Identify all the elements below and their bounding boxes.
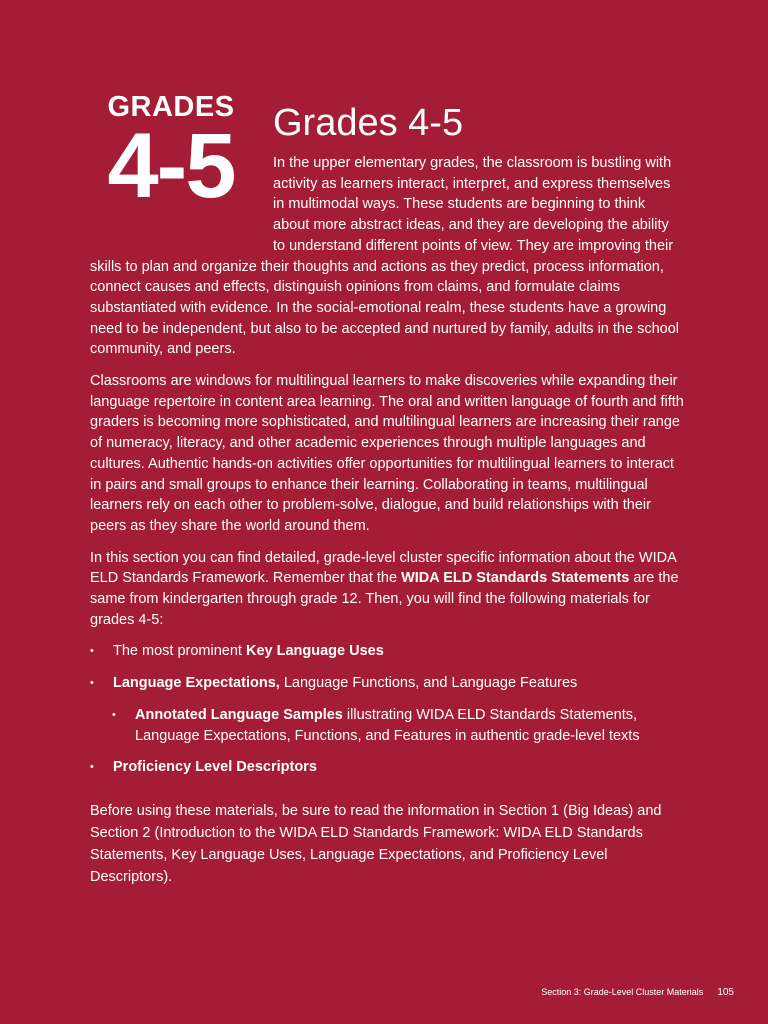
list-item [90, 705, 684, 746]
list-item-bold: Proficiency Level Descriptors [113, 759, 317, 776]
list-item-bold: Annotated Language Samples [135, 706, 343, 723]
list-item-text: illustrating WIDA ELD Standards Statements, Language Expectations, Functions, and Features in authentic grade-level texts [135, 706, 640, 744]
list-item [90, 757, 684, 778]
list-item [90, 673, 684, 694]
section-paragraph-bold: WIDA ELD Standards Statements [401, 570, 630, 587]
list-item [90, 641, 684, 662]
page-footer [541, 985, 734, 1000]
list-item-bold: Language Expectations, [113, 675, 280, 692]
windows-paragraph: Classrooms are windows for multilingual learners to make discoveries while expanding their language repertoire in content area learning. The oral and written language of fourth and fifth graders is becoming more sophisticated, and multilingual learners are increasing their range of numeracy, literacy, and other academic experiences through multiple languages and cultures. Authentic hands-on activities offer opportunities for multilingual learners to interact in pairs and small groups to enhance their learning. Collaborating in teams, multilingual learners rely on each other to problem-solve, dialogue, and build relationships with their peers as they share the world around them. [90, 373, 684, 534]
grade-badge-label: GRADES [107, 91, 235, 123]
grade-badge-number: 4-5 [107, 115, 235, 217]
footer-section: Section 3: Grade-Level Cluster Materials [541, 987, 704, 997]
intro-paragraph: In the upper elementary grades, the classroom is bustling with activity as learners interact, interpret, and express themselves in multimodal ways. These students are beginning to think about more abstract ideas, and they are developing the ability to understand different points of view. They are improving their skills to plan and organize their thoughts and actions as they predict, process information, connect causes and effects, distinguish opinions from claims, and formulate claims substantiated with evidence. In the social-emotional realm, these students have a growing need to be independent, but also to be accepted and nurtured by family, adults in the school community, and peers. [90, 155, 679, 358]
closing-paragraph: Before using these materials, be sure to read the information in Section 1 (Big Ideas) and Section 2 (Introduction to the WIDA ELD Standards Framework: WIDA ELD Standards Statements, Key Language Uses, Language Expectations, and Proficiency Level Descriptors). [90, 802, 662, 885]
page-title: Grades 4-5 [273, 102, 464, 144]
materials-list [90, 641, 684, 778]
page-number: 105 [717, 987, 734, 998]
badge-spacer [90, 153, 273, 256]
section-paragraph [90, 548, 684, 631]
list-item-text: The most prominent [113, 643, 246, 660]
list-item-text: Language Functions, and Language Features [279, 675, 578, 692]
body-text [90, 153, 684, 899]
section-paragraph-part2: are the same from kindergarten through grade 12. Then, you will find the following materials for grades 4-5: [90, 570, 679, 628]
section-paragraph-part1: In this section you can find detailed, grade-level cluster specific information about the WIDA ELD Standards Framework. Remember that the [90, 549, 676, 587]
list-item-bold: Key Language Uses [245, 643, 384, 660]
